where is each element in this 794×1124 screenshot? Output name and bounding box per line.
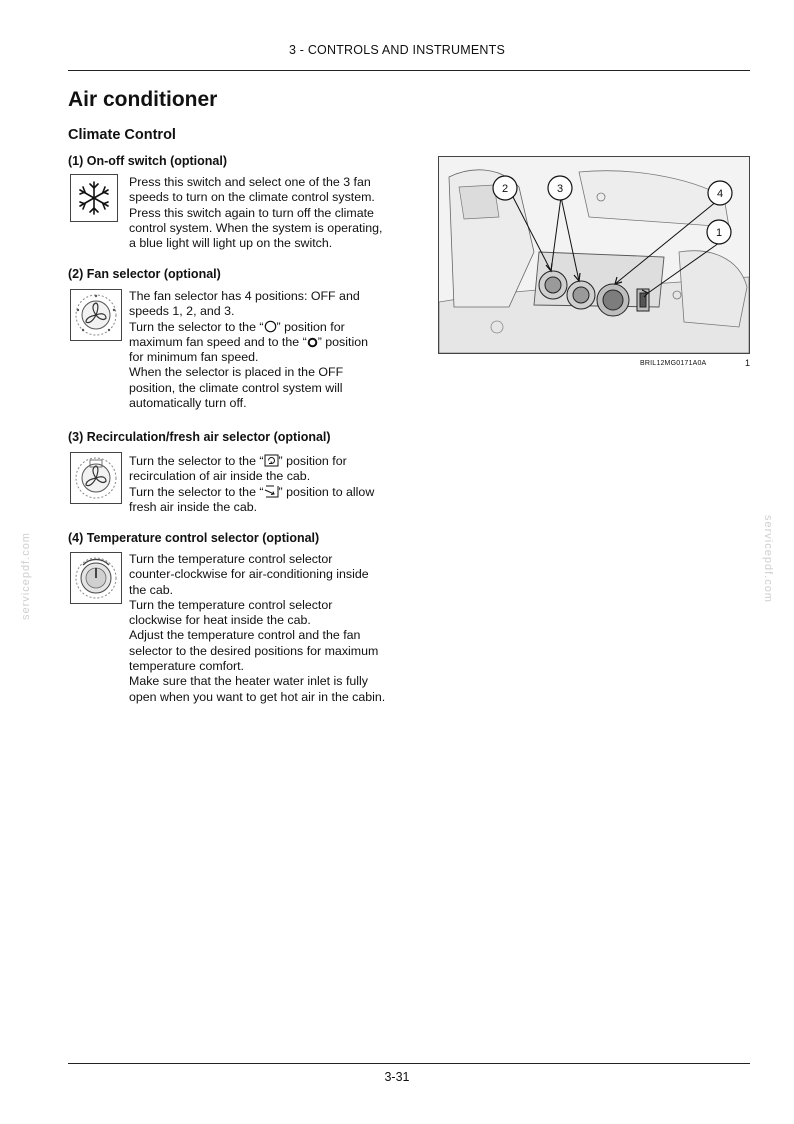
climate-control-figure — [438, 156, 750, 354]
min-fan-speed-icon — [307, 337, 318, 348]
callout-label: 3 — [556, 183, 564, 195]
on-off-switch-heading: (1) On-off switch (optional) — [68, 154, 228, 168]
figure-number: 1 — [745, 358, 751, 368]
section-title: Climate Control — [68, 127, 176, 143]
temperature-selector-description: Turn the temperature control selector counter-clockwise for air-conditioning inside the cab. Turn the temperature control selector clockwise for heat inside the cab. Adjust the temperature control and the fan selector to the desired positions for maximum temperature comfort. Make sure that the heater water inlet is fully open when you want to get hot air in the cabin. — [129, 552, 386, 704]
fan-selector-description: The fan selector has 4 positions: OFF and speeds 1, 2, and 3. Turn the selector to the “ ” position for maximum fan speed and to the “ ” position for minimum fan speed. When the selector is placed in the OFF position, the climate control system will automatically turn off. — [129, 289, 368, 411]
recirculation-icon — [264, 454, 279, 467]
footer-rule — [68, 1063, 750, 1064]
recirculation-selector-heading: (3) Recirculation/fresh air selector (optional) — [68, 430, 331, 444]
page-header: 3 - CONTROLS AND INSTRUMENTS — [288, 43, 506, 57]
figure-callout — [708, 181, 732, 205]
callout-label: 1 — [715, 227, 723, 239]
page-number: 3-31 — [384, 1070, 410, 1084]
on-off-switch-description: Press this switch and select one of the 3 fan speeds to turn on the climate control system. Press this switch again to turn off the climate control system. When the system is operating, a blue light will light up on the switch. — [129, 175, 383, 251]
callout-label: 4 — [716, 188, 724, 200]
figure-callout — [493, 176, 517, 200]
figure-callout — [548, 176, 572, 200]
header-rule — [68, 70, 750, 71]
fresh-air-icon — [264, 485, 279, 498]
figure-code: BRIL12MG0171A0A — [640, 360, 707, 367]
page-title: Air conditioner — [68, 88, 218, 111]
max-fan-speed-icon — [264, 320, 277, 333]
watermark-left: servicepdf.com — [20, 532, 32, 620]
recirculation-selector-description: Turn the selector to the “ ” position for recirculation of air inside the cab. Turn the selector to the “ ” position to allow fresh air inside the cab. — [129, 454, 375, 514]
temperature-selector-heading: (4) Temperature control selector (optional) — [68, 531, 320, 545]
fan-selector-icon — [70, 289, 122, 341]
temperature-selector-icon — [70, 552, 122, 604]
watermark-right: servicepdf.com — [762, 515, 774, 603]
fan-selector-heading: (2) Fan selector (optional) — [68, 267, 221, 281]
recirculation-selector-icon — [70, 452, 122, 504]
callout-label: 2 — [501, 183, 509, 195]
figure-callout — [707, 220, 731, 244]
snowflake-icon — [70, 174, 118, 222]
